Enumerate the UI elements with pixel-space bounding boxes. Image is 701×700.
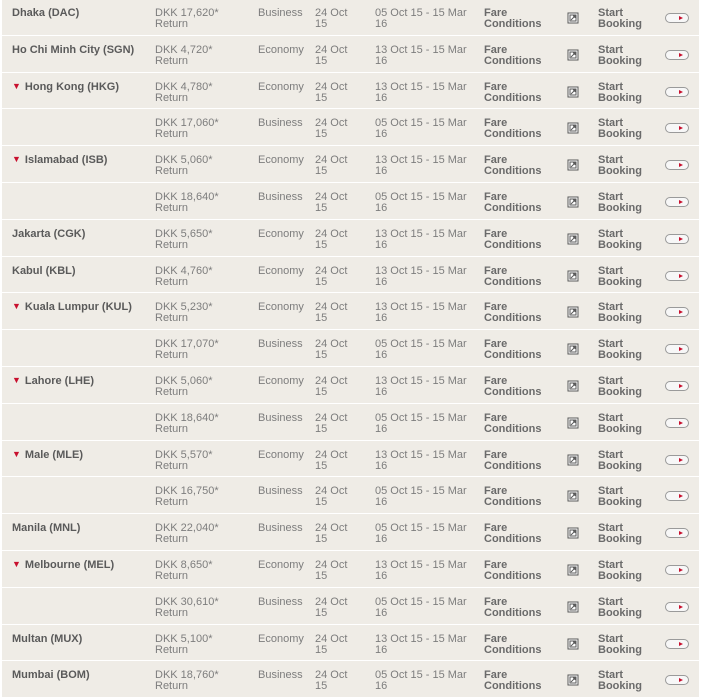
travel-period-cell: 13 Oct 15 - 15 Mar 16 [375,227,467,251]
departure-cell: 24 Oct 15 [315,80,348,104]
fare-conditions-link[interactable]: Fare Conditions [484,448,542,472]
start-booking-link[interactable]: Start Booking [598,190,642,214]
price-cell: DKK 17,620* Return [155,7,219,30]
caret-down-icon[interactable]: ▼ [12,448,21,459]
fare-row [2,625,699,662]
travel-period-cell: 13 Oct 15 - 15 Mar 16 [375,448,467,472]
external-window-icon[interactable] [567,306,579,318]
go-arrow-icon[interactable] [665,50,689,60]
class-cell: Business [258,485,303,498]
go-arrow-icon[interactable] [665,271,689,281]
fare-conditions-link[interactable]: Fare Conditions [484,227,542,251]
caret-down-icon[interactable]: ▼ [12,301,21,312]
travel-period-cell: 13 Oct 15 - 15 Mar 16 [375,43,467,67]
travel-period-cell: 05 Oct 15 - 15 Mar 16 [375,190,467,214]
start-booking-link[interactable]: Start Booking [598,411,642,435]
go-arrow-icon[interactable] [665,234,689,244]
class-cell: Business [258,595,303,608]
fare-row [2,441,699,478]
start-booking-link[interactable]: Start Booking [598,485,642,509]
external-window-icon[interactable] [567,122,579,134]
start-booking-link[interactable]: Start Booking [598,154,642,178]
travel-period-cell: 05 Oct 15 - 15 Mar 16 [375,7,467,30]
go-arrow-icon[interactable] [665,675,689,685]
start-booking-link[interactable]: Start Booking [598,301,642,325]
external-window-icon[interactable] [567,601,579,613]
fare-row [2,36,699,73]
go-arrow-icon[interactable] [665,87,689,97]
class-cell: Economy [258,632,304,645]
class-cell: Economy [258,374,304,387]
price-cell: DKK 5,100* Return [155,632,213,656]
departure-cell: 24 Oct 15 [315,669,348,693]
destination-cell [12,670,90,681]
external-window-icon[interactable] [567,417,579,429]
departure-cell: 24 Oct 15 [315,7,348,30]
price-cell: DKK 17,060* Return [155,117,219,141]
price-cell: DKK 4,760* Return [155,264,213,288]
external-window-icon[interactable] [567,454,579,466]
class-cell: Economy [258,80,304,93]
class-cell: Business [258,522,303,535]
price-cell: DKK 5,060* Return [155,374,213,398]
destination-label[interactable]: Dhaka (DAC) [12,7,80,19]
start-booking-link[interactable]: Start Booking [598,117,642,141]
external-window-icon[interactable] [567,12,579,24]
fare-conditions-link[interactable]: Fare Conditions [484,154,542,178]
departure-cell: 24 Oct 15 [315,411,348,435]
fare-row [2,257,699,294]
fare-conditions-link[interactable]: Fare Conditions [484,485,542,509]
go-arrow-icon[interactable] [665,528,689,538]
external-window-icon[interactable] [567,638,579,650]
go-arrow-icon[interactable] [665,307,689,317]
class-cell: Business [258,190,303,203]
external-window-icon[interactable] [567,49,579,61]
fare-row [2,220,699,257]
class-cell: Business [258,117,303,130]
price-cell: DKK 4,720* Return [155,43,213,67]
go-arrow-icon[interactable] [665,418,689,428]
destination-cell [12,450,83,461]
fare-row [2,661,699,698]
fare-row [2,477,699,514]
fare-row [2,73,699,110]
external-window-icon[interactable] [567,159,579,171]
destination-label[interactable]: Multan (MUX) [12,632,83,645]
fare-row [2,330,699,367]
fare-conditions-link[interactable]: Fare Conditions [484,80,542,104]
class-cell: Economy [258,558,304,571]
class-cell: Business [258,338,303,351]
destination-cell [12,634,82,645]
destination-label[interactable]: Jakarta (CGK) [12,227,86,240]
class-cell: Economy [258,227,304,240]
destination-label[interactable]: Islamabad (ISB) [24,154,108,167]
departure-cell: 24 Oct 15 [315,558,348,582]
go-arrow-icon[interactable] [665,123,689,133]
class-cell: Economy [258,301,304,314]
destination-label[interactable]: Kuala Lumpur (KUL) [24,301,132,314]
fare-conditions-link[interactable]: Fare Conditions [484,632,542,656]
go-arrow-icon[interactable] [665,160,689,170]
destination-cell [12,266,76,277]
travel-period-cell: 05 Oct 15 - 15 Mar 16 [375,669,467,693]
external-window-icon[interactable] [567,674,579,686]
fare-conditions-link[interactable]: Fare Conditions [484,7,542,30]
destination-label[interactable]: Lahore (LHE) [24,374,94,387]
fare-row [2,183,699,220]
external-window-icon[interactable] [567,564,579,576]
departure-cell: 24 Oct 15 [315,632,348,656]
start-booking-link[interactable]: Start Booking [598,558,642,582]
destination-label[interactable]: Hong Kong (HKG) [24,80,120,93]
external-window-icon[interactable] [567,196,579,208]
departure-cell: 24 Oct 15 [315,264,348,288]
start-booking-link[interactable]: Start Booking [598,338,642,362]
departure-cell: 24 Oct 15 [315,374,348,398]
destination-label[interactable]: Melbourne (MEL) [24,558,115,571]
fare-row [2,588,699,625]
fare-row [2,146,699,183]
travel-period-cell: 13 Oct 15 - 15 Mar 16 [375,154,467,178]
destination-cell [12,376,94,387]
class-cell: Business [258,7,303,19]
travel-period-cell: 13 Oct 15 - 15 Mar 16 [375,301,467,325]
go-arrow-icon[interactable] [665,13,689,23]
fare-conditions-link[interactable]: Fare Conditions [484,595,542,619]
fare-conditions-link[interactable]: Fare Conditions [484,669,542,693]
go-arrow-icon[interactable] [665,455,689,465]
fare-row [2,0,699,36]
price-cell: DKK 18,640* Return [155,411,219,435]
go-arrow-icon[interactable] [665,639,689,649]
price-cell: DKK 8,650* Return [155,558,213,582]
start-booking-link[interactable]: Start Booking [598,43,642,67]
destination-cell [12,155,107,166]
price-cell: DKK 5,570* Return [155,448,213,472]
external-window-icon[interactable] [567,233,579,245]
departure-cell: 24 Oct 15 [315,338,348,362]
start-booking-link[interactable]: Start Booking [598,632,642,656]
price-cell: DKK 17,070* Return [155,338,219,362]
destination-label[interactable]: Ho Chi Minh City (SGN) [12,43,135,56]
class-cell: Business [258,669,303,682]
fare-conditions-link[interactable]: Fare Conditions [484,522,542,546]
start-booking-link[interactable]: Start Booking [598,522,642,546]
caret-down-icon[interactable]: ▼ [12,558,21,569]
travel-period-cell: 05 Oct 15 - 15 Mar 16 [375,338,467,362]
go-arrow-icon[interactable] [665,565,689,575]
external-window-icon[interactable] [567,380,579,392]
price-cell: DKK 18,640* Return [155,190,219,214]
fare-conditions-link[interactable]: Fare Conditions [484,190,542,214]
start-booking-link[interactable]: Start Booking [598,669,642,693]
external-window-icon[interactable] [567,490,579,502]
start-booking-link[interactable]: Start Booking [598,374,642,398]
destination-label[interactable]: Manila (MNL) [12,522,81,535]
go-arrow-icon[interactable] [665,344,689,354]
fare-conditions-link[interactable]: Fare Conditions [484,558,542,582]
travel-period-cell: 05 Oct 15 - 15 Mar 16 [375,485,467,509]
go-arrow-icon[interactable] [665,602,689,612]
class-cell: Economy [258,154,304,167]
travel-period-cell: 05 Oct 15 - 15 Mar 16 [375,117,467,141]
destination-cell [12,82,119,93]
external-window-icon[interactable] [567,527,579,539]
destination-cell [12,45,134,56]
price-cell: DKK 5,060* Return [155,154,213,178]
fare-conditions-link[interactable]: Fare Conditions [484,374,542,398]
destination-label[interactable]: Male (MLE) [24,448,83,461]
price-cell: DKK 16,750* Return [155,485,219,509]
go-arrow-icon[interactable] [665,197,689,207]
external-window-icon[interactable] [567,270,579,282]
destination-label[interactable]: Kabul (KBL) [12,264,76,277]
departure-cell: 24 Oct 15 [315,227,348,251]
destination-label[interactable]: Mumbai (BOM) [12,669,90,682]
travel-period-cell: 13 Oct 15 - 15 Mar 16 [375,374,467,398]
destination-cell [12,523,80,534]
fare-conditions-link[interactable]: Fare Conditions [484,411,542,435]
start-booking-link[interactable]: Start Booking [598,595,642,619]
go-arrow-icon[interactable] [665,491,689,501]
departure-cell: 24 Oct 15 [315,117,348,141]
caret-down-icon[interactable]: ▼ [12,154,21,165]
fare-row [2,404,699,441]
class-cell: Economy [258,264,304,277]
travel-period-cell: 05 Oct 15 - 15 Mar 16 [375,411,467,435]
price-cell: DKK 18,760* Return [155,669,219,693]
fares-table [2,0,699,698]
travel-period-cell: 13 Oct 15 - 15 Mar 16 [375,264,467,288]
departure-cell: 24 Oct 15 [315,485,348,509]
fare-row [2,367,699,404]
fare-conditions-link[interactable]: Fare Conditions [484,117,542,141]
departure-cell: 24 Oct 15 [315,43,348,67]
class-cell: Business [258,411,303,424]
destination-cell [12,8,79,19]
class-cell: Economy [258,448,304,461]
departure-cell: 24 Oct 15 [315,595,348,619]
start-booking-link[interactable]: Start Booking [598,7,642,30]
fare-row [2,514,699,551]
price-cell: DKK 4,780* Return [155,80,213,104]
caret-down-icon[interactable]: ▼ [12,80,21,91]
travel-period-cell: 05 Oct 15 - 15 Mar 16 [375,522,467,546]
start-booking-link[interactable]: Start Booking [598,264,642,288]
destination-cell [12,560,114,571]
fare-conditions-link[interactable]: Fare Conditions [484,43,542,67]
fare-conditions-link[interactable]: Fare Conditions [484,264,542,288]
departure-cell: 24 Oct 15 [315,301,348,325]
departure-cell: 24 Oct 15 [315,522,348,546]
departure-cell: 24 Oct 15 [315,154,348,178]
travel-period-cell: 13 Oct 15 - 15 Mar 16 [375,558,467,582]
start-booking-link[interactable]: Start Booking [598,448,642,472]
price-cell: DKK 5,650* Return [155,227,213,251]
fare-row [2,109,699,146]
fare-row [2,293,699,330]
fare-conditions-link[interactable]: Fare Conditions [484,338,542,362]
travel-period-cell: 13 Oct 15 - 15 Mar 16 [375,632,467,656]
fare-row [2,551,699,588]
travel-period-cell: 05 Oct 15 - 15 Mar 16 [375,595,467,619]
destination-cell [12,302,132,313]
price-cell: DKK 30,610* Return [155,595,219,619]
price-cell: DKK 5,230* Return [155,301,213,325]
departure-cell: 24 Oct 15 [315,448,348,472]
start-booking-link[interactable]: Start Booking [598,227,642,251]
destination-cell [12,229,85,240]
price-cell: DKK 22,040* Return [155,522,219,546]
go-arrow-icon[interactable] [665,381,689,391]
fare-conditions-link[interactable]: Fare Conditions [484,301,542,325]
caret-down-icon[interactable]: ▼ [12,374,21,385]
class-cell: Economy [258,43,304,56]
departure-cell: 24 Oct 15 [315,190,348,214]
external-window-icon[interactable] [567,86,579,98]
external-window-icon[interactable] [567,343,579,355]
start-booking-link[interactable]: Start Booking [598,80,642,104]
travel-period-cell: 13 Oct 15 - 15 Mar 16 [375,80,467,104]
